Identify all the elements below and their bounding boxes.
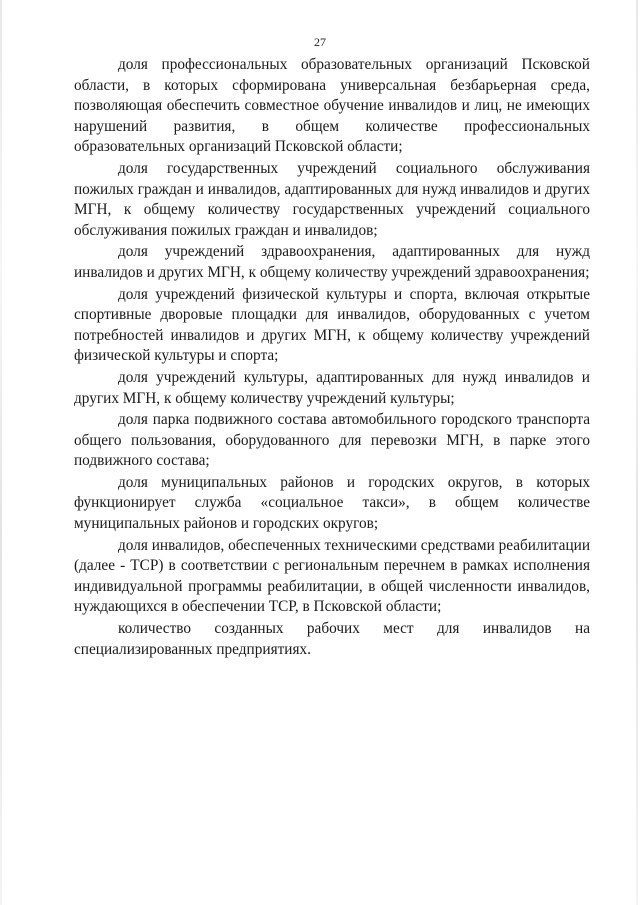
paragraph-5: доля учреждений культуры, адаптированных для нужд инвалидов и других МГН, к общему количеству учреждений культуры;	[74, 368, 590, 407]
paragraph-1: доля профессиональных образовательных организаций Псковской области, в которых сформирована универсальная безбарьерная среда, позволяющая обеспечить совместное обучение инвалидов и лиц, не имеющих нарушений развития, в общем количестве профессиональных образовательных организаций Псковской области;	[74, 56, 590, 156]
paragraph-8: доля инвалидов, обеспеченных техническими средствами реабилитации (далее - ТСР) в соответствии с региональным перечнем в рамках исполнения индивидуальной программы реабилитации, в общей численности инвалидов, нуждающихся в обеспечении ТСР, в Псковской области;	[74, 536, 591, 616]
document-body	[74, 55, 590, 661]
paragraph-4: доля учреждений физической культуры и спорта, включая открытые спортивные дворовые площадки для инвалидов, оборудованных с учетом потребностей инвалидов и других МГН, к общему количеству учреждений физической культуры и спорта;	[74, 285, 590, 365]
scan-edge-left	[0, 0, 2, 905]
paragraph-6: доля парка подвижного состава автомобильного городского транспорта общего пользования, оборудованного для перевозки МГН, в парке этого подвижного состава;	[74, 411, 590, 470]
page-number: 27	[314, 35, 326, 49]
paragraph-3: доля учреждений здравоохранения, адаптированных для нужд инвалидов и других МГН, к общему количеству учреждений здравоохранения;	[74, 243, 590, 281]
paragraph-9: количество созданных рабочих мест для инвалидов на специализированных предприятиях.	[74, 620, 590, 658]
paragraph-7: доля муниципальных районов и городских округов, в которых функционирует служба «социальное такси», в общем количестве муниципальных районов и городских округов;	[74, 473, 590, 533]
paragraph-2: доля государственных учреждений социального обслуживания пожилых граждан и инвалидов, адаптированных для нужд инвалидов и других МГН, к общему количеству государственных учреждений социального обслуживания пожилых граждан и инвалидов;	[74, 159, 590, 239]
scan-edge-right	[636, 0, 638, 905]
